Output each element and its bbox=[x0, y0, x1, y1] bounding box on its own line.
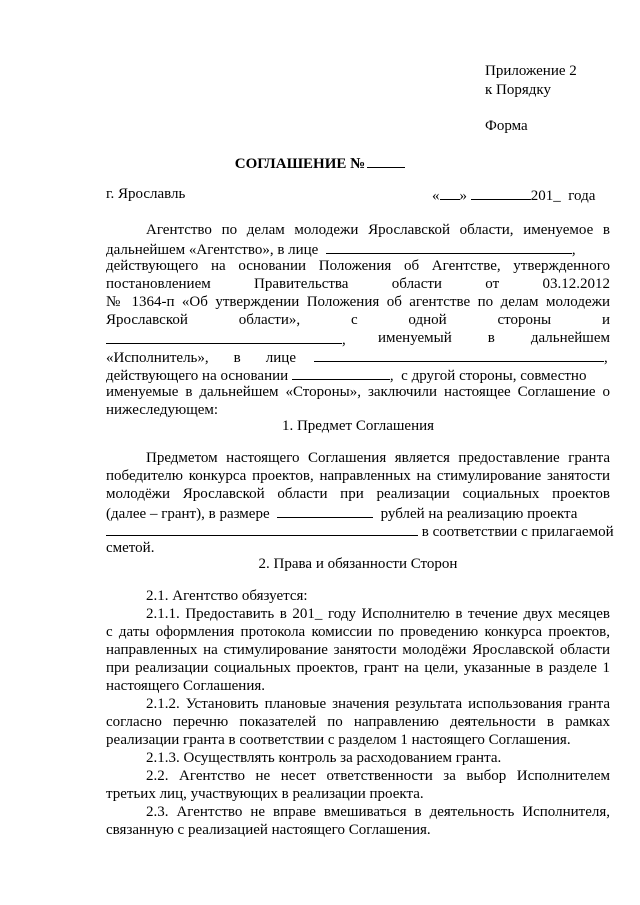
date-field: « » 201_ года bbox=[432, 185, 595, 205]
executor-representative-blank bbox=[314, 347, 604, 362]
section-2-line: реализации гранта в соответствии с разделом 1 настоящего Соглашения. bbox=[106, 732, 571, 748]
executor-name-blank bbox=[106, 329, 342, 344]
intro-line: Агентство по делам молодежи Ярославской области, именуемое в bbox=[146, 222, 610, 238]
order-label: к Порядку bbox=[485, 82, 551, 98]
appendix-label: Приложение 2 bbox=[485, 63, 577, 79]
section-1-line: в соответствии с прилагаемой bbox=[106, 521, 610, 541]
city: г. Ярославль bbox=[106, 186, 186, 202]
intro-line: постановлением Правительства области от 03.12.2012 bbox=[106, 276, 610, 292]
section-2-line: с даты оформления протокола комиссии по проведению конкурса проектов, bbox=[106, 624, 610, 640]
section-1-line: победителю конкурса проектов, направленных на стимулирование занятости bbox=[106, 468, 610, 484]
intro-line: нижеследующем: bbox=[106, 402, 219, 418]
section-1-line: (далее – грант), в размере рублей на реализацию проекта bbox=[106, 503, 610, 523]
section-2-line: 2.1.1. Предоставить в 201_ году Исполнителю в течение двух месяцев bbox=[146, 606, 610, 622]
section-2-line: настоящего Соглашения. bbox=[106, 678, 266, 694]
section-1-line: сметой. bbox=[106, 540, 155, 556]
section-2-line: согласно перечню показателей по направлению деятельности в рамках bbox=[106, 714, 610, 730]
document-title: СОГЛАШЕНИЕ № bbox=[0, 153, 640, 173]
section-2-line: при реализации социальных проектов, грант на цели, указанные в разделе 1 bbox=[106, 660, 610, 676]
section-2-heading: 2. Права и обязанности Сторон bbox=[258, 556, 458, 572]
city-date-line bbox=[106, 185, 610, 203]
intro-line: Ярославской области», с одной стороны и bbox=[106, 312, 610, 328]
executor-basis-blank bbox=[292, 365, 390, 380]
agency-representative-blank bbox=[326, 239, 572, 254]
month-blank bbox=[471, 185, 531, 200]
section-1-line: Предметом настоящего Соглашения является предоставление гранта bbox=[146, 450, 610, 466]
intro-line: действующего на основании , с другой стороны, совместно bbox=[106, 365, 610, 385]
section-2-line: 2.2. Агентство не несет ответственности за выбор Исполнителем bbox=[146, 768, 610, 784]
section-2-line: 2.1.3. Осуществлять контроль за расходованием гранта. bbox=[146, 750, 502, 766]
intro-line: дальнейшем «Агентство», в лице , bbox=[106, 239, 610, 259]
section-2-line: направленных на стимулирование занятости молодёжи Ярославской области bbox=[106, 642, 610, 658]
section-2-line: связанную с реализацией настоящего Соглашения. bbox=[106, 822, 431, 838]
grant-amount-blank bbox=[277, 503, 373, 518]
section-1-heading: 1. Предмет Соглашения bbox=[281, 418, 435, 434]
intro-line: «Исполнитель», в лице , bbox=[106, 347, 610, 367]
section-2-line: 2.1. Агентство обязуется: bbox=[146, 588, 308, 604]
intro-line: действующего на основании Положения об Агентстве, утвержденного bbox=[106, 258, 610, 274]
section-1-line: молодёжи Ярославской области при реализации социальных проектов bbox=[106, 486, 610, 502]
intro-line: , именуемый в дальнейшем bbox=[106, 329, 610, 349]
section-2-line: 2.1.2. Установить плановые значения результата использования гранта bbox=[146, 696, 610, 712]
intro-line: именуемые в дальнейшем «Стороны», заключили настоящее Соглашение о bbox=[106, 384, 610, 400]
project-name-blank bbox=[106, 521, 418, 536]
intro-line: № 1364-п «Об утверждении Положения об агентстве по делам молодежи bbox=[106, 294, 610, 310]
section-2-line: 2.3. Агентство не вправе вмешиваться в деятельность Исполнителя, bbox=[146, 804, 610, 820]
section-2-line: третьих лиц, участвующих в реализации проекта. bbox=[106, 786, 424, 802]
form-label: Форма bbox=[485, 118, 528, 134]
agreement-number-blank bbox=[367, 153, 405, 168]
